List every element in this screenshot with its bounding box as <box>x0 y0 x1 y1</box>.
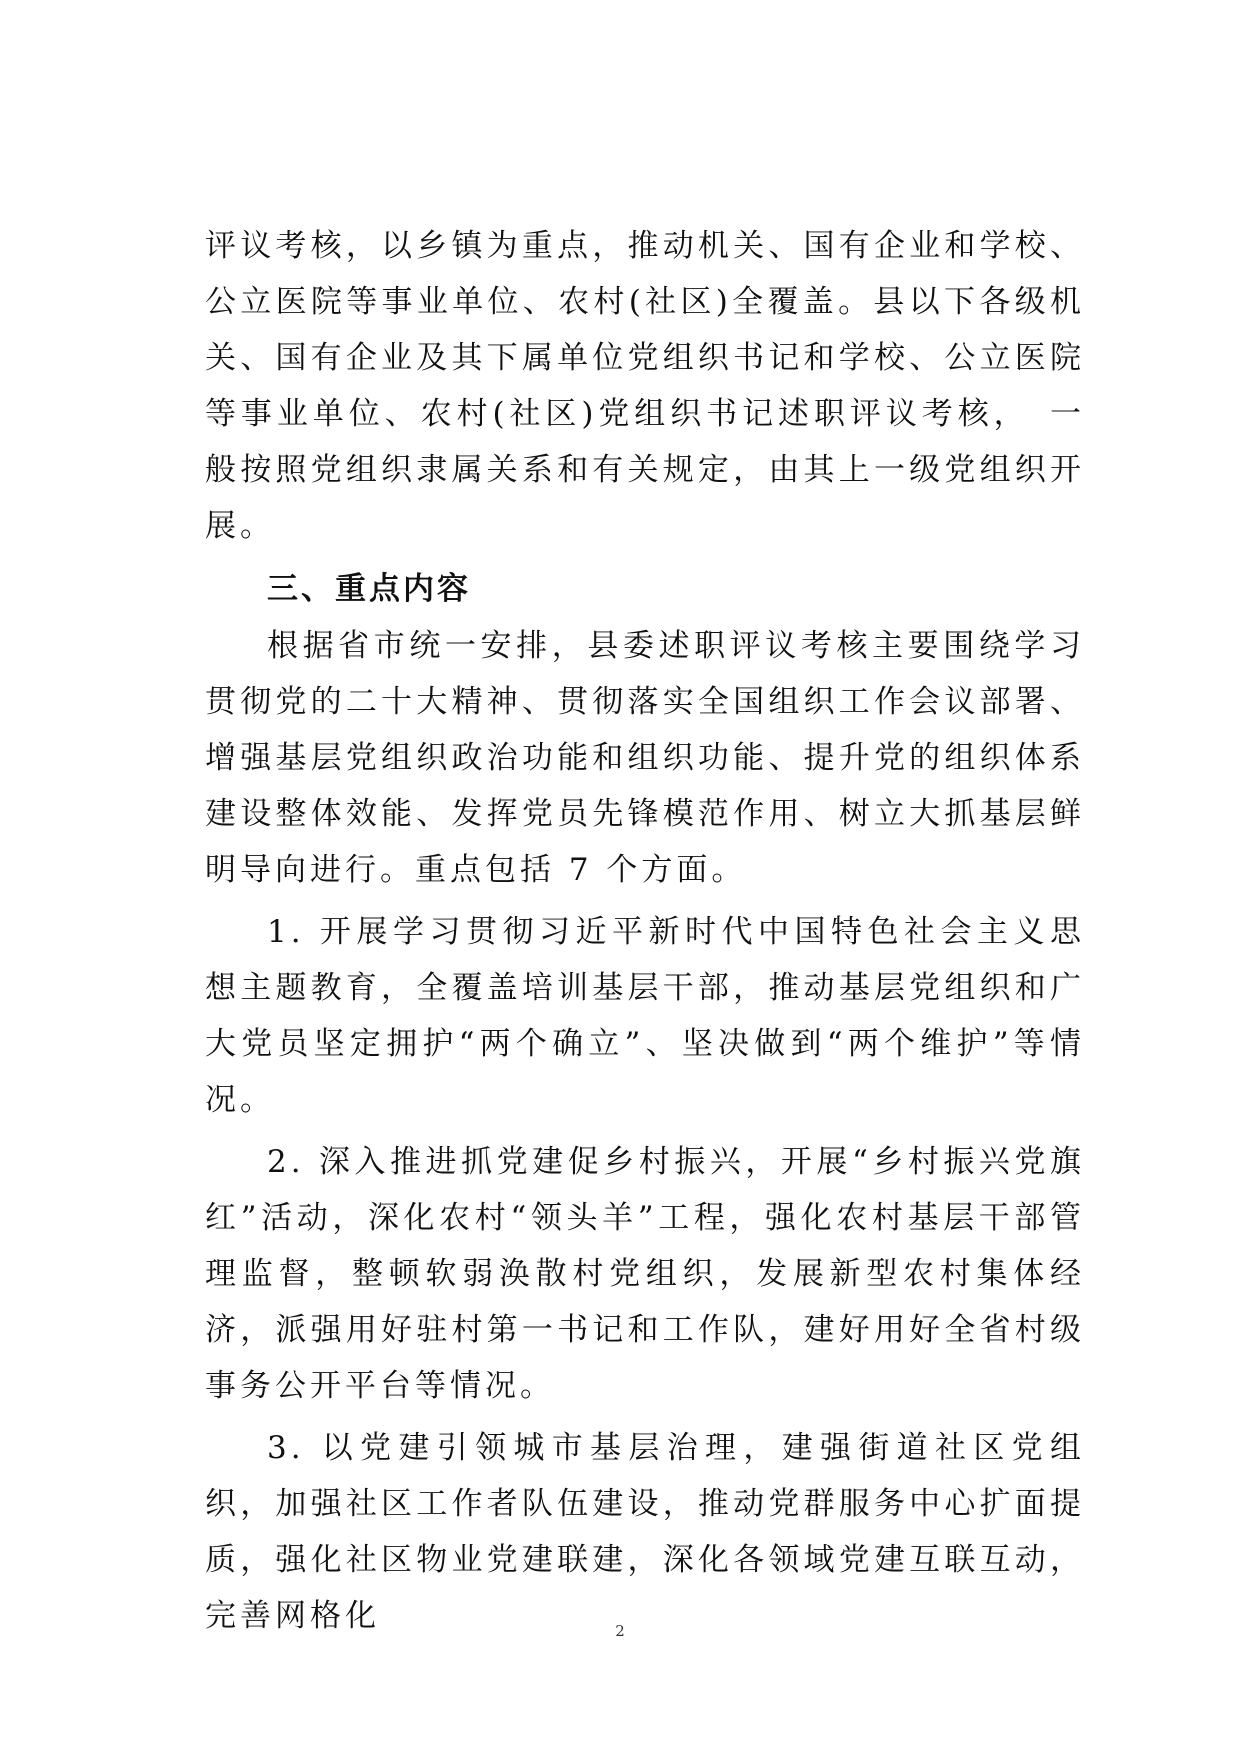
paragraph-intro: 根据省市统一安排，县委述职评议考核主要围绕学习贯彻党的二十大精神、贯彻落实全国组织工作会议部署、增强基层党组织政治功能和组织功能、提升党的组织体系建设整体效能、发挥党员先锋模范作用、树立大抓基层鲜明导向进行。重点包括 7 个方面。 <box>205 628 1085 888</box>
paragraph-item-1: 1. 开展学习贯彻习近平新时代中国特色社会主义思想主题教育，全覆盖培训基层干部，推动基层党组织和广大党员坚定拥护“两个确立”、坚决做到“两个维护”等情况。 <box>205 914 1085 1118</box>
document-body <box>205 218 1085 1644</box>
paragraph-item-2: 2. 深入推进抓党建促乡村振兴，开展“乡村振兴党旗红”活动，深化农村“领头羊”工程，强化农村基层干部管理监督，整顿软弱涣散村党组织，发展新型农村集体经济，派强用好驻村第一书记和工作队，建好用好全省村级事务公开平台等情况。 <box>205 1144 1085 1404</box>
paragraph-continuation: 评议考核，以乡镇为重点，推动机关、国有企业和学校、公立医院等事业单位、农村(社区)全覆盖。县以下各级机关、国有企业及其下属单位党组织书记和学校、公立医院等事业单位、农村(社区)党组织书记述职评议考核， 一般按照党组织隶属关系和有关规定，由其上一级党组织开展。 <box>205 228 1085 544</box>
section-heading: 三、重点内容 <box>267 571 471 607</box>
paragraph-item-3: 3. 以党建引领城市基层治理，建强街道社区党组织，加强社区工作者队伍建设，推动党群服务中心扩面提质，强化社区物业党建联建，深化各领域党建互联互动，完善网格化 <box>205 1430 1085 1634</box>
page-number: 2 <box>615 1622 625 1640</box>
